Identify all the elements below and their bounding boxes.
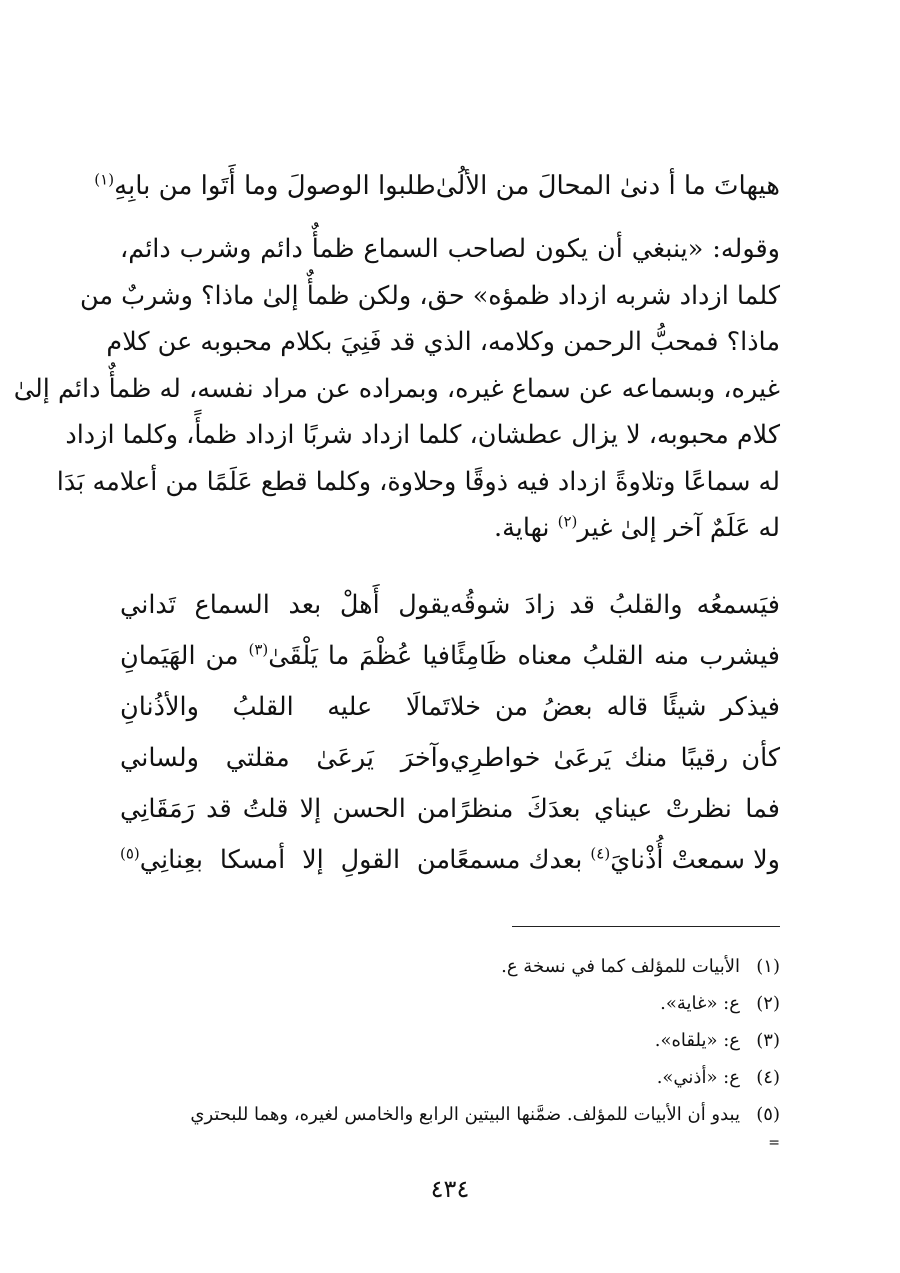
poem-hemistich-second: وآخرَ يَرعَىٰ مقلتي ولساني bbox=[120, 743, 450, 773]
footnote bbox=[120, 1059, 780, 1096]
verse-hemistich-second-text: طلبوا الوصولَ وما أَتَوا من بابِهِ bbox=[114, 171, 436, 201]
footnote-number: (٣) bbox=[756, 1030, 780, 1051]
footnote-number: (٥) bbox=[756, 1104, 780, 1125]
prose-paragraph bbox=[13, 226, 780, 552]
poem-verse bbox=[120, 733, 780, 784]
prose-line: وقوله: «ينبغي أن يكون لصاحب السماع ظمأٌ دائم وشرب دائم، bbox=[120, 234, 780, 264]
poem-hemistich-first: فيذكر شيئًا قاله بعضُ من خلا bbox=[450, 692, 780, 722]
verse-hemistich-first: هيهاتَ ما أ دنىٰ المحالَ من الألُىٰ bbox=[435, 171, 780, 201]
poem-hemistich-text: من الهَيَمانِ bbox=[120, 641, 249, 671]
poem-hemistich-second bbox=[120, 631, 450, 682]
poem-hemistich-first bbox=[450, 835, 780, 886]
poem-hemistich-second: يقول أَهلْ بعد السماع تَداني bbox=[120, 590, 450, 620]
poem-verse bbox=[120, 580, 780, 631]
footnote-separator bbox=[512, 926, 780, 927]
footnote bbox=[120, 948, 780, 985]
poem-hemistich-second: من الحسن إلا قلتُ قد رَمَقَانِي bbox=[120, 794, 450, 824]
footnote-number: (١) bbox=[756, 956, 780, 977]
prose-line-last-end: نهاية. bbox=[493, 513, 558, 543]
footnote-ref-2: (٢) bbox=[557, 512, 578, 531]
prose-line: غيره، وبسماعه عن سماع غيره، وبمراده عن مراد نفسه، له ظمأٌ دائم إلىٰ bbox=[13, 373, 780, 404]
footnote-number: (٢) bbox=[756, 993, 780, 1014]
footnote-text: ع: «يلقاه». bbox=[654, 1030, 740, 1051]
footnote-ref-3: (٣) bbox=[248, 640, 269, 659]
prose-line: كلما ازداد شربه ازداد ظمؤه» حق، ولكن ظمأٌ إلىٰ ماذا؟ وشربٌ من bbox=[79, 280, 780, 311]
page-number: ٤٣٤ bbox=[430, 1175, 470, 1203]
footnote-ref-4: (٤) bbox=[590, 844, 611, 863]
footnotes bbox=[120, 948, 780, 1133]
prose-line-last-start: له عَلَمٌ آخر إلىٰ غير bbox=[577, 513, 780, 543]
poem-verse bbox=[120, 682, 780, 733]
verse-hemistich-second bbox=[94, 166, 435, 206]
footnote-text: يبدو أن الأبيات للمؤلف. ضمَّنها البيتين الرابع والخامس لغيره، وهما للبحتري bbox=[190, 1104, 740, 1125]
prose-line-last bbox=[120, 505, 780, 552]
footnote-text: ع: «أذني». bbox=[656, 1067, 740, 1088]
poem-hemistich-first: فما نظرتْ عيناي بعدَكَ منظرًا bbox=[450, 794, 780, 824]
prose-line: كلام محبوبه، لا يزال عطشان، كلما ازداد شربًا ازداد ظمأً، وكلما ازداد bbox=[65, 420, 780, 450]
footnote-ref-5: (٥) bbox=[120, 844, 140, 863]
poem-hemistich-text: من القولِ إلا أمسكا بعِنانِي bbox=[139, 845, 450, 875]
footnote bbox=[120, 1096, 780, 1133]
poem-hemistich-second bbox=[120, 835, 450, 886]
footnote bbox=[120, 1022, 780, 1059]
poem-hemistich-text: فيا عُظْمَ ما يَلْقَىٰ bbox=[268, 641, 450, 671]
footnote bbox=[120, 985, 780, 1022]
poem-verse bbox=[120, 835, 780, 886]
poem-hemistich-first: فيشرب منه القلبُ معناه ظَامِئًا bbox=[450, 641, 780, 671]
poem bbox=[120, 580, 780, 886]
footnote-continuation-mark: = bbox=[768, 1135, 780, 1151]
poem-hemistich-first: فيَسمعُه والقلبُ قد زادَ شوقُه bbox=[450, 590, 780, 620]
footnote-text: ع: «غاية». bbox=[660, 993, 740, 1014]
prose-line: ماذا؟ فمحبُّ الرحمن وكلامه، الذي قد فَنِيَ بكلام محبوبه عن كلام bbox=[106, 327, 780, 357]
poem-verse bbox=[120, 784, 780, 835]
poem-hemistich-second: تَمالَا عليه القلبُ والأذُنانِ bbox=[120, 692, 450, 722]
poem-hemistich-text: ولا سمعتْ أُذْنايَ bbox=[610, 845, 780, 875]
footnote-ref-1: (١) bbox=[94, 170, 115, 189]
footnote-number: (٤) bbox=[756, 1067, 780, 1088]
poem-hemistich-first: كأن رقيبًا منك يَرعَىٰ خواطرِي bbox=[450, 743, 780, 773]
opening-verse bbox=[94, 166, 780, 206]
prose-line: له سماعًا وتلاوةً ازداد فيه ذوقًا وحلاوة، وكلما قطع عَلَمًا من أعلامه بَدَا bbox=[56, 466, 780, 497]
footnote-text: الأبيات للمؤلف كما في نسخة ع. bbox=[501, 956, 740, 977]
poem-verse bbox=[120, 631, 780, 682]
poem-hemistich-text: بعدك مسمعًا bbox=[449, 845, 591, 875]
